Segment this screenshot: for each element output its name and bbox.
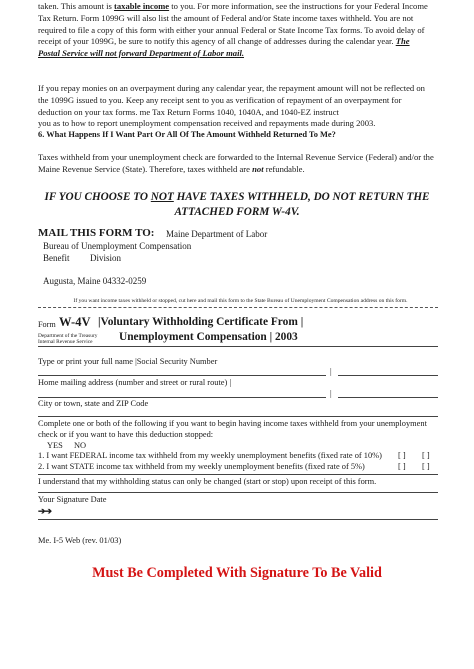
section6-line2: Maine Revenue Service (State). Therefore, taxes withheld are not refundable. [38, 163, 305, 174]
understand-rule [38, 492, 438, 493]
state-no-checkbox[interactable]: [ ] [422, 462, 430, 471]
field-separator: | [330, 367, 332, 376]
ssn-field[interactable] [338, 375, 438, 376]
para1-line2: Tax Return. Form 1099G will also list the amount of Federal and/or State income taxes withheld. You are not [38, 12, 414, 23]
form-title-line2: Unemployment Compensation | 2003 [119, 331, 298, 343]
option-state: 2. I want STATE income tax withheld from my weekly unemployment benefits (fixed rate of 5%) [38, 462, 365, 471]
section-6-body [38, 152, 442, 176]
address-extra-field[interactable] [338, 397, 438, 398]
form-word: Form [38, 320, 56, 329]
cut-here-note: If you want income taxes withheld or stopped, cut here and mail this form to the State Bureau of Unemployment Compensation address on this form. [73, 298, 408, 304]
form-title-line1: |Voluntary Withholding Certificate From | [98, 316, 304, 328]
cut-line [38, 307, 438, 308]
signature-arrow-icon: ➔➔ [38, 506, 52, 516]
no-label: NO [74, 441, 87, 450]
withholding-warning [36, 190, 438, 220]
home-address-label: Home mailing address (number and street or rural route) | [38, 378, 232, 387]
state-yes-checkbox[interactable]: [ ] [398, 462, 406, 471]
warning-line2: ATTACHED FORM W-4V. [174, 206, 300, 218]
complete-line2: check or if you want to have this deduction stopped: [38, 430, 214, 439]
city-state-zip-field[interactable] [38, 416, 438, 417]
paragraph-taxable-income [38, 1, 442, 60]
field-separator: | [330, 389, 332, 398]
mail-benefit: Benefit [43, 253, 70, 263]
postal-service-notice: Postal Service will not forward Department of Labor mail. [38, 48, 245, 59]
signature-date-label: Your Signature Date [38, 495, 107, 504]
full-name-ssn-label: Type or print your full name |Social Security Number [38, 357, 218, 366]
mail-division: Division [90, 253, 122, 263]
complete-line1: Complete one or both of the following if you want to begin having income taxes withheld from your unemployment [38, 419, 427, 428]
option-federal: 1. I want FEDERAL income tax withheld from my weekly unemployment benefits (fixed rate of 10%) [38, 451, 382, 460]
federal-no-checkbox[interactable]: [ ] [422, 451, 430, 460]
para1-line3: required to file a copy of this form with either your annual Federal or State Income Tax forms. To avoid delay of [38, 24, 425, 35]
dept-treasury [38, 333, 97, 345]
mail-recipient: Maine Department of Labor [166, 229, 268, 239]
home-address-field[interactable] [38, 397, 326, 398]
paragraph-repayment [38, 83, 442, 130]
yes-label: YES [47, 441, 63, 450]
mail-form-to-title: MAIL THIS FORM TO: [38, 227, 155, 239]
para1-line4: receipt of your 1099G, be sure to notify this agency of all change of addresses during the calendar year. The [38, 36, 410, 47]
warning-line1: IF YOU CHOOSE TO NOT HAVE TAXES WITHHELD, DO NOT RETURN THE [44, 191, 430, 203]
para2-line4: you as to how to report unemployment compensation received and repayments made during 2003. [38, 118, 376, 129]
para1-line1: taken. This amount is taxable income to you. For more information, see the instructions for your Federal Income [38, 1, 428, 11]
dept-line1: Department of the Treasury [38, 333, 98, 339]
mail-bureau: Bureau of Unemployment Compensation [43, 241, 192, 251]
signature-field[interactable] [38, 519, 438, 520]
must-complete-notice: Must Be Completed With Signature To Be Valid [92, 565, 382, 581]
form-id: W-4V [59, 315, 91, 329]
understand-statement: I understand that my withholding status can only be changed (start or stop) upon receipt of this form. [38, 477, 377, 486]
taxable-income-emphasis: taxable income [113, 1, 170, 11]
section6-line1: Taxes withheld from your unemployment check are forwarded to the Internal Revenue Service (Federal) and/or the [38, 152, 434, 162]
federal-yes-checkbox[interactable]: [ ] [398, 451, 406, 460]
form-code: Me. I-5 Web (rev. 01/03) [38, 536, 122, 545]
para2-line1: If you repay monies on an overpayment during any calendar year, the repayment amount will not be reflected on [38, 83, 425, 93]
options-rule [38, 474, 438, 475]
section-6-heading: 6. What Happens If I Want Part Or All Of The Amount Withheld Returned To Me? [38, 130, 336, 139]
full-name-field[interactable] [38, 375, 326, 376]
para2-line3: deduction on your tax forms. me Tax Return Forms 1040, 1040A, and 1040-EZ instruct [38, 106, 339, 117]
dept-line2: Internal Revenue Service [38, 339, 93, 345]
city-state-zip-label: City or town, state and ZIP Code [38, 399, 149, 408]
mail-city: Augusta, Maine 04332-0259 [43, 276, 147, 286]
para2-line2: the 1099G issued to you. Keep any receipt sent to you as verification of repayment of an overpayment for [38, 94, 402, 105]
form-header-rule [38, 346, 438, 347]
